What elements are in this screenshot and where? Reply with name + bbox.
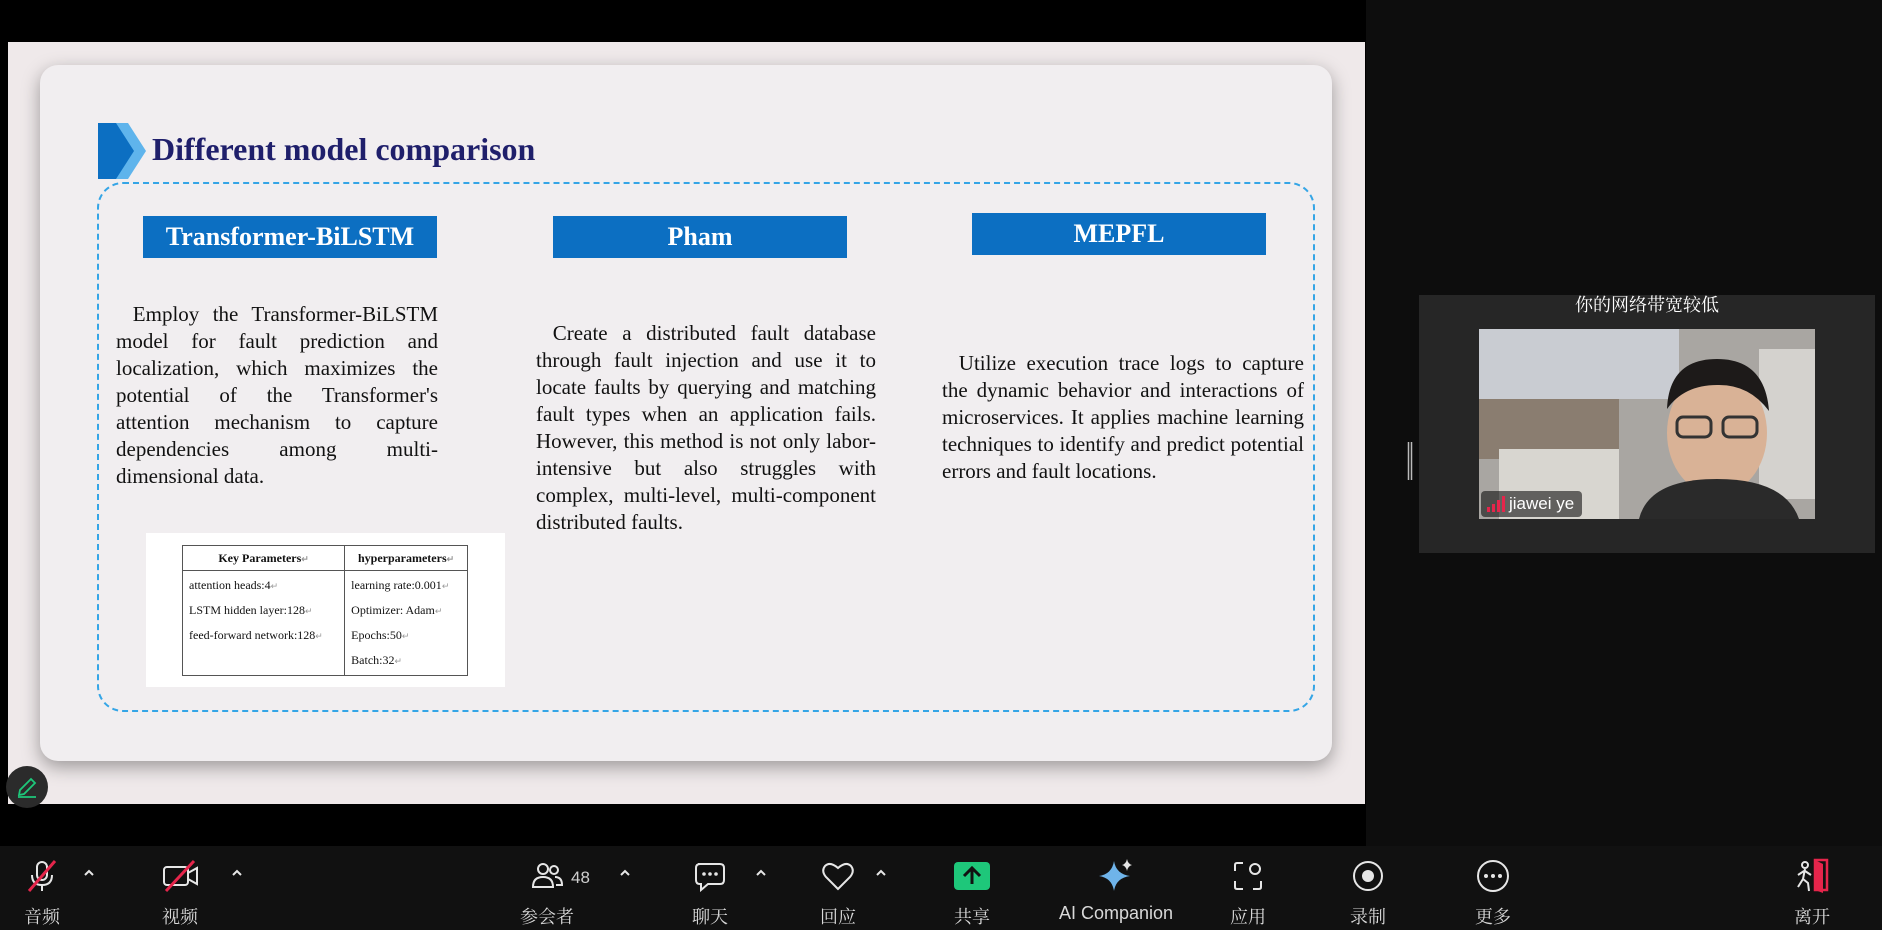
table-row: LSTM hidden layer:128↵ <box>189 603 313 617</box>
audio-label: 音频 <box>24 907 60 928</box>
chat-button[interactable] <box>682 846 738 930</box>
slide-card <box>40 65 1332 761</box>
exit-door-icon <box>1793 857 1831 895</box>
more-button[interactable] <box>1465 846 1521 930</box>
video-options-chevron-icon[interactable] <box>230 866 244 880</box>
more-label: 更多 <box>1475 907 1511 928</box>
participant-name-tag <box>1481 491 1582 517</box>
participant-name: jiawei ye <box>1509 494 1575 513</box>
model-header-mepfl: MEPFL <box>972 213 1266 255</box>
meeting-toolbar <box>0 846 1882 930</box>
panel-resize-handle[interactable] <box>1407 442 1413 480</box>
presentation-slide <box>8 42 1365 804</box>
key-parameters-cell <box>183 571 345 676</box>
table-row: attention heads:4↵ <box>189 578 279 592</box>
description-mepfl: Utilize execution trace logs to capture the dynamic behavior and interactions of microservices. It applies machine learning techniques to identify and predict potential errors and fault locations. <box>942 351 1304 483</box>
model-header-transformer-bilstm: Transformer-BiLSTM <box>143 216 437 258</box>
record-button[interactable] <box>1340 846 1396 930</box>
apps-button[interactable] <box>1220 846 1276 930</box>
model-header-pham: Pham <box>553 216 847 258</box>
description-transformer-bilstm: Employ the Transformer-BiLSTM model for fault prediction and localization, which maximizes the potential of the Transformer's attention mechanism to capture dependencies among multi-dimensional data. <box>116 302 438 488</box>
table-row: Batch:32↵ <box>351 653 403 667</box>
chat-icon <box>692 858 728 894</box>
participants-options-chevron-icon[interactable] <box>618 866 632 880</box>
participant-video-panel[interactable] <box>1419 295 1875 553</box>
bandwidth-warning: 你的网络带宽较低 <box>1575 295 1719 316</box>
share-button[interactable] <box>944 846 1000 930</box>
pencil-icon <box>15 775 39 799</box>
description-pham: Create a distributed fault database through fault injection and use it to locate faults by querying and matching fault types when an application fails. However, this method is not only labor-intensive but also struggles with complex, multi-level, multi-component distributed faults. <box>536 321 876 534</box>
video-button[interactable] <box>152 846 208 930</box>
chat-label: 聊天 <box>692 907 728 928</box>
parameter-table-panel <box>146 533 505 687</box>
hyperparameters-cell <box>345 571 468 676</box>
table-row: feed-forward network:128↵ <box>189 628 323 642</box>
apps-icon <box>1230 858 1266 894</box>
ai-companion-button[interactable] <box>1050 846 1182 930</box>
react-label: 回应 <box>820 907 856 928</box>
signal-strength-icon <box>1487 496 1507 512</box>
leave-button[interactable] <box>1784 846 1840 930</box>
apps-label: 应用 <box>1230 907 1266 928</box>
chevron-arrow-icon <box>98 123 146 179</box>
participants-button[interactable] <box>512 846 582 930</box>
audio-options-chevron-icon[interactable] <box>82 866 96 880</box>
chat-options-chevron-icon[interactable] <box>754 866 768 880</box>
participant-count-badge: 48 <box>571 868 590 887</box>
share-screen-icon <box>953 860 991 892</box>
participants-label: 参会者 <box>520 907 574 928</box>
record-icon <box>1350 858 1386 894</box>
record-label: 录制 <box>1350 907 1386 928</box>
table-row: learning rate:0.001↵ <box>351 578 450 592</box>
microphone-muted-icon <box>24 858 60 894</box>
camera-off-icon <box>160 858 200 894</box>
leave-label: 离开 <box>1794 907 1830 928</box>
share-label: 共享 <box>954 907 990 928</box>
react-options-chevron-icon[interactable] <box>874 866 888 880</box>
video-label: 视频 <box>162 907 198 928</box>
table-header-key-parameters: Key Parameters↵ <box>183 546 345 571</box>
slide-title: Different model comparison <box>152 131 536 167</box>
sparkle-icon <box>1097 857 1135 895</box>
react-button[interactable] <box>810 846 866 930</box>
more-icon <box>1475 858 1511 894</box>
participants-icon <box>529 858 565 894</box>
heart-icon <box>820 858 856 894</box>
participant-video <box>1479 329 1815 519</box>
annotate-button[interactable] <box>6 766 48 808</box>
table-row: Optimizer: Adam↵ <box>351 603 443 617</box>
table-header-hyperparameters: hyperparameters↵ <box>345 546 468 571</box>
table-row: Epochs:50↵ <box>351 628 410 642</box>
audio-button[interactable] <box>14 846 70 930</box>
parameter-table <box>182 545 468 676</box>
ai-companion-label: AI Companion <box>1058 903 1174 923</box>
